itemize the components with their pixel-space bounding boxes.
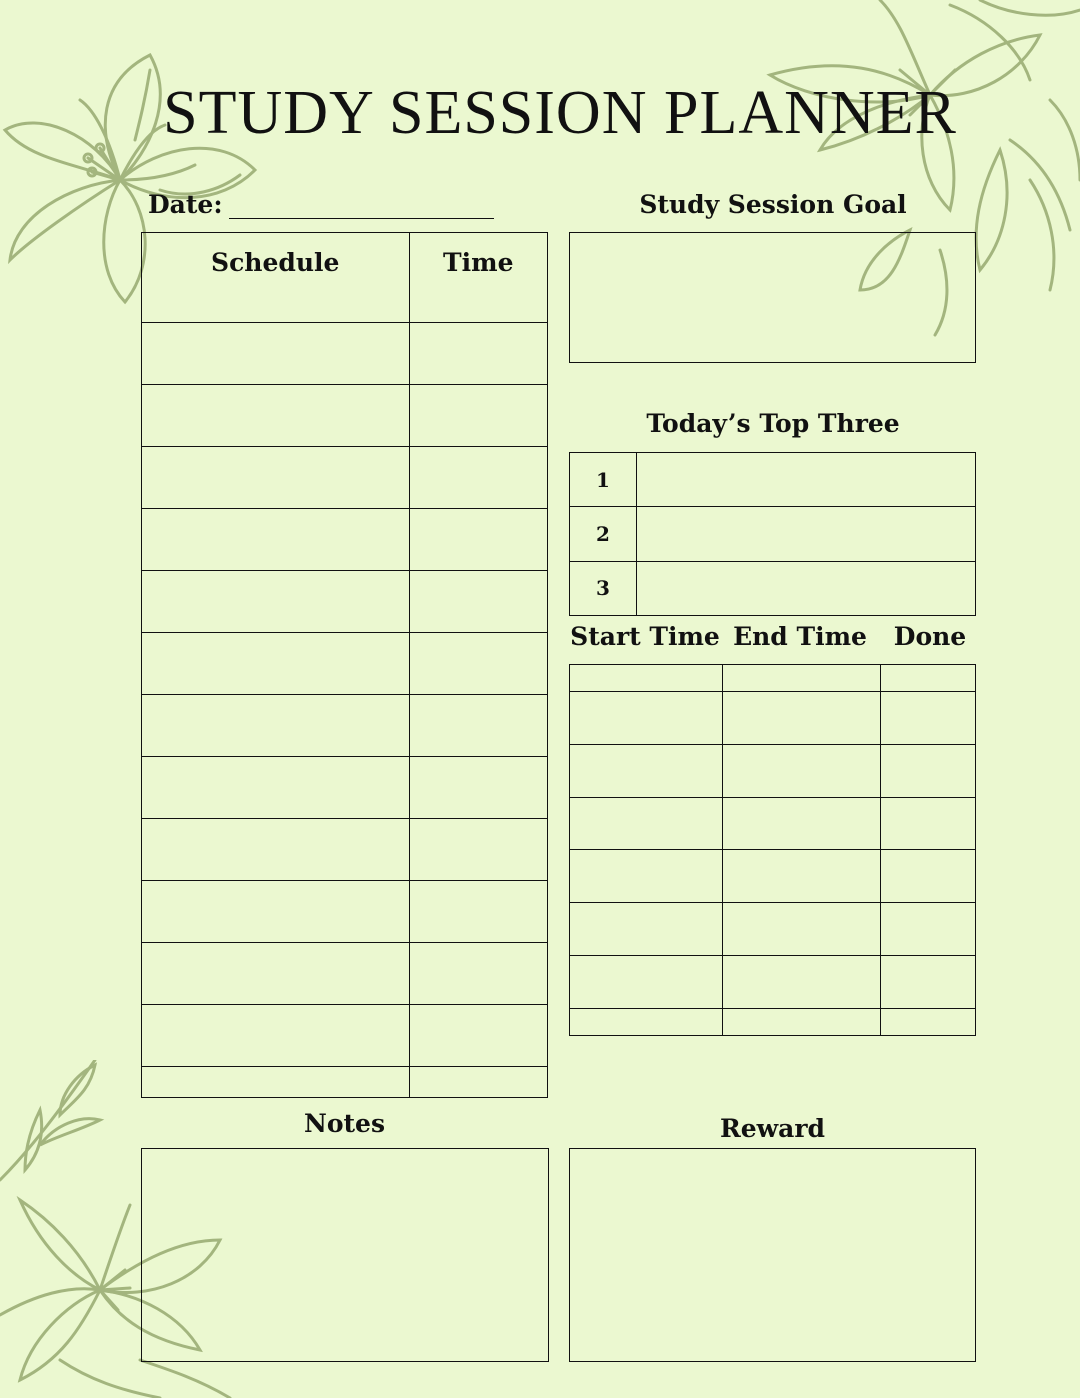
schedule-cell[interactable] (142, 632, 409, 694)
done-cell[interactable] (880, 691, 975, 744)
table-row (142, 384, 547, 446)
end-time-cell[interactable] (722, 903, 880, 956)
schedule-cell[interactable] (142, 694, 409, 756)
priority-cell[interactable] (637, 561, 976, 615)
schedule-cell[interactable] (142, 291, 409, 322)
time-header: Time (409, 233, 547, 291)
time-cell[interactable] (409, 632, 547, 694)
schedule-cell[interactable] (142, 322, 409, 384)
priority-cell[interactable] (637, 507, 976, 562)
schedule-cell[interactable] (142, 1066, 409, 1097)
time-cell[interactable] (409, 942, 547, 1004)
time-cell[interactable] (409, 1066, 547, 1097)
date-line[interactable] (229, 196, 494, 219)
table-row (142, 291, 547, 322)
reward-label: Reward (719, 1114, 826, 1143)
time-cell[interactable] (409, 818, 547, 880)
time-cell[interactable] (409, 291, 547, 322)
time-cell[interactable] (409, 1004, 547, 1066)
done-cell[interactable] (880, 744, 975, 797)
table-row (142, 1004, 547, 1066)
table-row (142, 446, 547, 508)
schedule-cell[interactable] (142, 1004, 409, 1066)
table-row (570, 665, 975, 691)
table-row (142, 322, 547, 384)
schedule-cell[interactable] (142, 508, 409, 570)
end-time-cell[interactable] (722, 1008, 880, 1035)
notes-label: Notes (303, 1109, 386, 1138)
table-row (570, 797, 975, 850)
table-row (570, 507, 975, 562)
done-cell[interactable] (880, 1008, 975, 1035)
table-row (570, 1008, 975, 1035)
goal-box[interactable] (569, 232, 976, 363)
table-row (142, 942, 547, 1004)
date-field[interactable] (148, 190, 494, 219)
end-time-cell[interactable] (722, 850, 880, 903)
table-row (142, 756, 547, 818)
table-row (570, 453, 975, 507)
top-three-label: Today’s Top Three (646, 409, 900, 438)
priority-cell[interactable] (637, 453, 976, 507)
time-cell[interactable] (409, 508, 547, 570)
table-row (142, 880, 547, 942)
top-three-table (569, 452, 976, 616)
table-row (570, 744, 975, 797)
start-time-cell[interactable] (570, 691, 722, 744)
done-cell[interactable] (880, 665, 975, 691)
schedule-cell[interactable] (142, 942, 409, 1004)
time-cell[interactable] (409, 570, 547, 632)
end-time-cell[interactable] (722, 665, 880, 691)
schedule-table (141, 232, 548, 1098)
table-row (142, 570, 547, 632)
table-row (142, 818, 547, 880)
done-cell[interactable] (880, 850, 975, 903)
done-cell[interactable] (880, 903, 975, 956)
schedule-cell[interactable] (142, 756, 409, 818)
start-time-cell[interactable] (570, 797, 722, 850)
time-cell[interactable] (409, 880, 547, 942)
start-time-cell[interactable] (570, 903, 722, 956)
priority-number: 2 (570, 507, 637, 562)
table-row (142, 1066, 547, 1097)
done-cell[interactable] (880, 797, 975, 850)
page-title: STUDY SESSION PLANNER (163, 79, 957, 147)
goal-label: Study Session Goal (639, 190, 907, 219)
date-label: Date: (148, 190, 223, 219)
end-time-header: End Time (733, 622, 867, 651)
start-time-cell[interactable] (570, 956, 722, 1009)
start-time-cell[interactable] (570, 744, 722, 797)
table-row (570, 850, 975, 903)
priority-number: 1 (570, 453, 637, 507)
time-cell[interactable] (409, 322, 547, 384)
table-row (142, 632, 547, 694)
schedule-cell[interactable] (142, 570, 409, 632)
table-row (142, 694, 547, 756)
time-cell[interactable] (409, 694, 547, 756)
time-cell[interactable] (409, 756, 547, 818)
schedule-header: Schedule (142, 233, 409, 291)
table-row (570, 903, 975, 956)
done-header: Done (893, 622, 967, 651)
table-row (570, 691, 975, 744)
notes-box[interactable] (141, 1148, 549, 1362)
start-time-header: Start Time (570, 622, 720, 651)
table-row (142, 508, 547, 570)
end-time-cell[interactable] (722, 797, 880, 850)
end-time-cell[interactable] (722, 691, 880, 744)
time-cell[interactable] (409, 446, 547, 508)
schedule-cell[interactable] (142, 880, 409, 942)
start-time-cell[interactable] (570, 665, 722, 691)
time-tracker-table (569, 664, 976, 1036)
start-time-cell[interactable] (570, 1008, 722, 1035)
end-time-cell[interactable] (722, 956, 880, 1009)
end-time-cell[interactable] (722, 744, 880, 797)
reward-box[interactable] (569, 1148, 976, 1362)
table-row (570, 561, 975, 615)
time-cell[interactable] (409, 384, 547, 446)
schedule-cell[interactable] (142, 384, 409, 446)
priority-number: 3 (570, 561, 637, 615)
start-time-cell[interactable] (570, 850, 722, 903)
schedule-cell[interactable] (142, 818, 409, 880)
schedule-cell[interactable] (142, 446, 409, 508)
done-cell[interactable] (880, 956, 975, 1009)
table-row (570, 956, 975, 1009)
